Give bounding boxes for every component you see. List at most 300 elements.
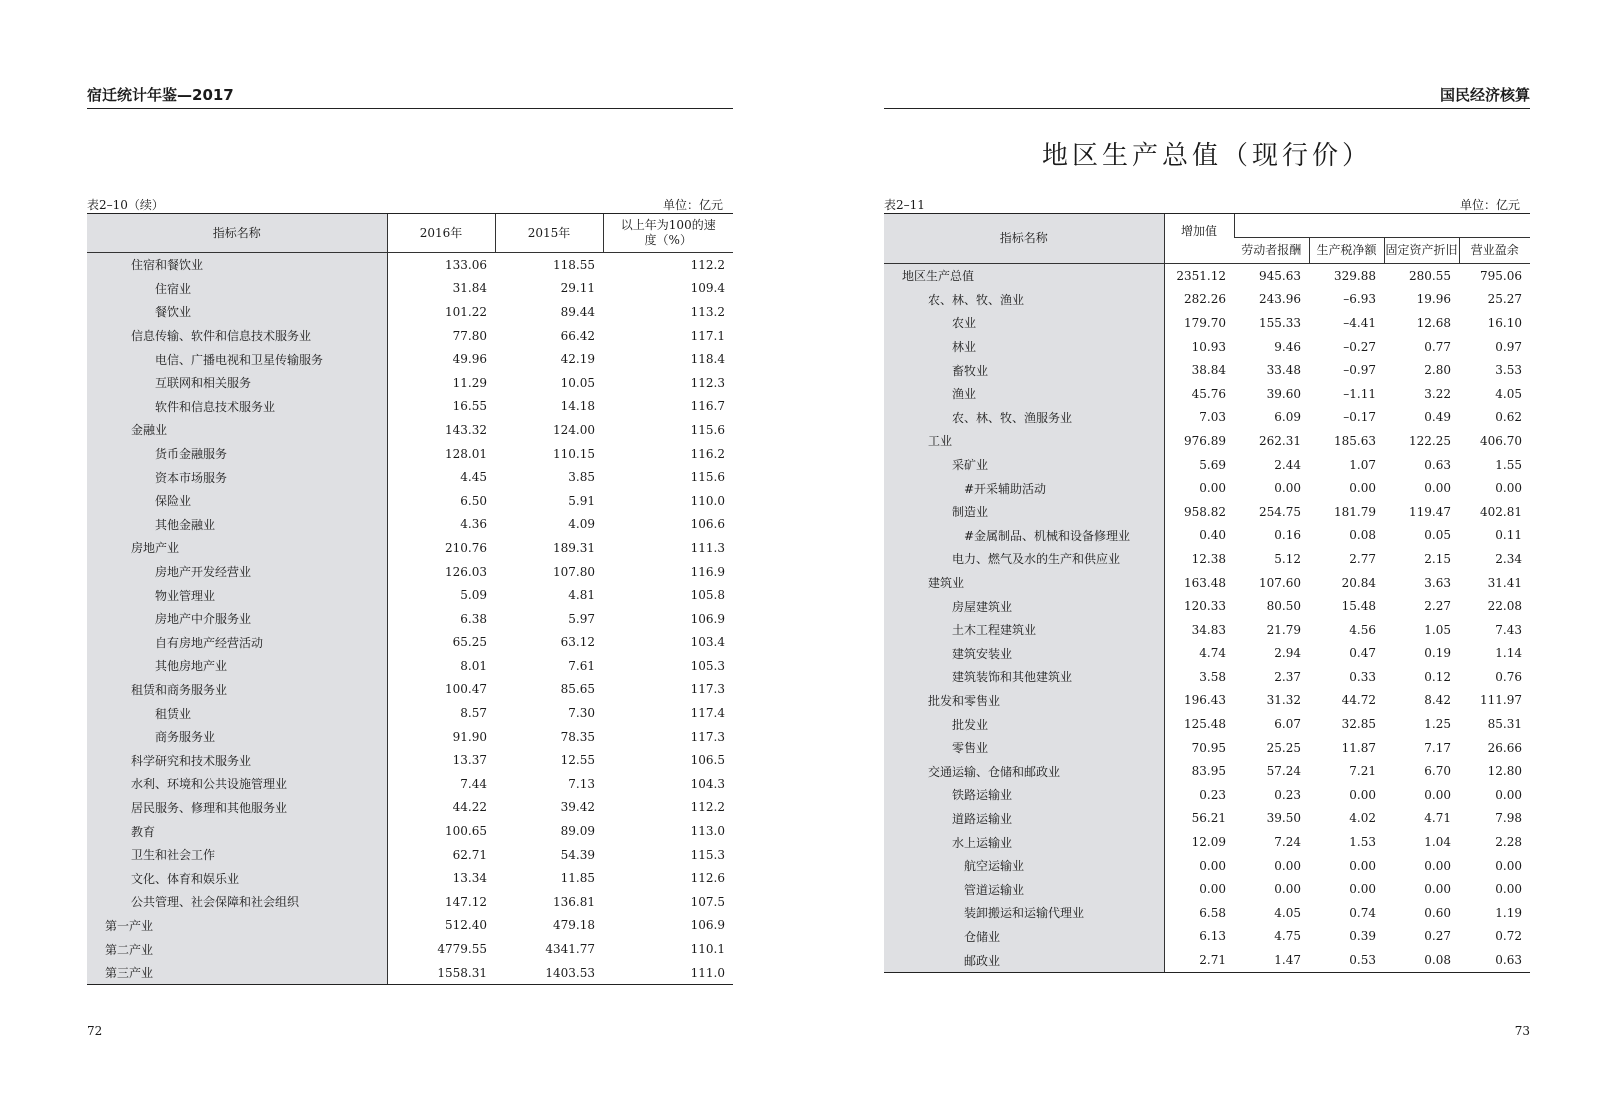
row-label: 工业: [884, 429, 1164, 453]
row-value: 2.34: [1495, 551, 1522, 566]
row-value: 116.9: [690, 564, 725, 579]
row-value: 0.63: [1424, 457, 1451, 472]
table-row: [884, 689, 1530, 713]
table-row: [884, 618, 1530, 642]
column-header-depreciation: 固定资产折旧: [1384, 238, 1459, 264]
row-value: 39.60: [1266, 386, 1301, 401]
row-value: 54.39: [560, 847, 595, 862]
row-value: 7.03: [1199, 410, 1226, 425]
row-value: 91.90: [452, 729, 487, 744]
row-value: 110.1: [690, 942, 725, 957]
row-label: 物业管理业: [87, 583, 387, 607]
row-value: 7.13: [568, 776, 595, 791]
table-row: [87, 937, 733, 961]
table-row: [87, 819, 733, 843]
row-value: 2.28: [1495, 835, 1522, 850]
table-row: [884, 759, 1530, 783]
table-row: [87, 560, 733, 584]
row-label: 铁路运输业: [884, 783, 1164, 807]
row-value: 4.56: [1349, 622, 1376, 637]
right-table-caption: [884, 196, 1530, 212]
table-row: [87, 914, 733, 938]
row-value: 31.41: [1487, 575, 1522, 590]
row-value: 125.48: [1184, 717, 1226, 732]
row-value: 117.3: [690, 729, 725, 744]
table-row: [87, 347, 733, 371]
row-value: 2.37: [1274, 669, 1301, 684]
row-value: 25.25: [1266, 740, 1301, 755]
table-row: [884, 854, 1530, 878]
row-label: 文化、体育和娱乐业: [87, 866, 387, 890]
row-value: 10.93: [1191, 339, 1226, 354]
table-row: [884, 642, 1530, 666]
row-value: 1.55: [1495, 457, 1522, 472]
table-unit: 单位：亿元: [1459, 198, 1520, 212]
row-value: 34.83: [1191, 622, 1226, 637]
column-header-2015: 2015年: [495, 214, 603, 253]
row-value: 21.79: [1266, 622, 1301, 637]
row-value: 66.42: [560, 328, 595, 343]
row-value: 945.63: [1259, 268, 1301, 283]
row-label: 建筑安装业: [884, 642, 1164, 666]
table-header-row: [884, 214, 1530, 238]
row-value: 6.13: [1199, 929, 1226, 944]
row-label: 公共管理、社会保障和社会组织: [87, 890, 387, 914]
row-value: 243.96: [1259, 292, 1301, 307]
table-row: [884, 547, 1530, 571]
row-label: 林业: [884, 335, 1164, 359]
chapter-title: 国民经济核算: [1439, 86, 1530, 104]
row-label: 软件和信息技术服务业: [87, 395, 387, 419]
row-value: 0.00: [1495, 481, 1522, 496]
row-label: 航空运输业: [884, 854, 1164, 878]
table-row: [87, 866, 733, 890]
row-value: 4.36: [460, 517, 487, 532]
table-row: [87, 607, 733, 631]
row-value: 117.4: [690, 706, 725, 721]
row-value: 4.81: [568, 588, 595, 603]
row-value: 0.00: [1495, 858, 1522, 873]
row-value: 126.03: [445, 564, 487, 579]
row-label: 卫生和社会工作: [87, 843, 387, 867]
row-value: 12.38: [1191, 551, 1226, 566]
page-number: 72: [87, 1024, 103, 1038]
row-value: –0.97: [1343, 363, 1376, 378]
row-value: 29.11: [560, 281, 595, 296]
row-value: 1403.53: [495, 961, 603, 985]
row-value: 0.11: [1495, 528, 1522, 543]
row-value: 57.24: [1266, 764, 1301, 779]
row-label: 农、林、牧、渔业: [884, 288, 1164, 312]
table-row: [884, 830, 1530, 854]
row-value: 120.33: [1184, 599, 1226, 614]
table-row: [87, 324, 733, 348]
row-value: 0.00: [1274, 882, 1301, 897]
row-label: 教育: [87, 819, 387, 843]
row-value: 38.84: [1191, 363, 1226, 378]
row-value: 8.57: [460, 706, 487, 721]
row-value: 4.09: [568, 517, 595, 532]
row-value: 105.3: [690, 658, 725, 673]
row-value: 512.40: [445, 918, 487, 933]
table-body: [87, 253, 733, 985]
table-row: [884, 594, 1530, 618]
row-value: 4.02: [1349, 811, 1376, 826]
row-value: –4.41: [1343, 315, 1376, 330]
row-value: 0.00: [1199, 882, 1226, 897]
row-label: 第一产业: [87, 914, 387, 938]
row-value: 1.19: [1495, 905, 1522, 920]
row-value: 0.08: [1349, 528, 1376, 543]
row-value: 958.82: [1184, 504, 1226, 519]
row-label: 电力、燃气及水的生产和供应业: [884, 547, 1164, 571]
row-value: 1.53: [1349, 835, 1376, 850]
row-value: 0.40: [1199, 528, 1226, 543]
table-row: [884, 783, 1530, 807]
table-row: [87, 277, 733, 301]
row-value: 31.32: [1266, 693, 1301, 708]
row-label: 租赁业: [87, 701, 387, 725]
row-value: 118.4: [690, 352, 725, 367]
row-value: 103.4: [690, 635, 725, 650]
row-label: 保险业: [87, 489, 387, 513]
row-value: 110.15: [553, 446, 595, 461]
row-value: 0.77: [1424, 339, 1451, 354]
row-value: 0.27: [1424, 929, 1451, 944]
row-value: 479.18: [553, 918, 595, 933]
table-row: [884, 453, 1530, 477]
row-value: 44.22: [452, 800, 487, 815]
row-value: 44.72: [1341, 693, 1376, 708]
row-label: 邮政业: [884, 948, 1164, 972]
table-row: [884, 925, 1530, 949]
row-label: 房地产业: [87, 536, 387, 560]
row-value: 0.39: [1349, 929, 1376, 944]
row-label: 房屋建筑业: [884, 594, 1164, 618]
row-value: 0.00: [1424, 787, 1451, 802]
row-value: 5.91: [568, 493, 595, 508]
column-header-group: [1234, 214, 1530, 238]
row-value: 42.19: [560, 352, 595, 367]
table-row: [87, 300, 733, 324]
row-value: 4.75: [1274, 929, 1301, 944]
row-label: 制造业: [884, 500, 1164, 524]
row-value: 7.30: [568, 706, 595, 721]
row-value: 33.48: [1266, 363, 1301, 378]
row-label: 仓储业: [884, 925, 1164, 949]
row-value: 0.00: [1424, 882, 1451, 897]
row-label: 其他金融业: [87, 513, 387, 537]
table-row: [884, 948, 1530, 972]
page-title: 地区生产总值（现行价）: [1041, 141, 1372, 171]
table-body: [884, 264, 1530, 973]
row-label: 金融业: [87, 418, 387, 442]
row-value: 63.12: [560, 635, 595, 650]
row-value: 1558.31: [387, 961, 495, 985]
row-value: 4.45: [460, 470, 487, 485]
row-label: 水利、环境和公共设施管理业: [87, 772, 387, 796]
row-label: 餐饮业: [87, 300, 387, 324]
row-value: 3.58: [1199, 669, 1226, 684]
row-value: 179.70: [1184, 315, 1226, 330]
row-label: 其他房地产业: [87, 654, 387, 678]
row-label: 科学研究和技术服务业: [87, 748, 387, 772]
table-row: [884, 476, 1530, 500]
row-value: 111.3: [690, 540, 725, 555]
row-value: 0.62: [1495, 410, 1522, 425]
row-value: 0.00: [1274, 858, 1301, 873]
table-row: [87, 725, 733, 749]
row-label: #开采辅助活动: [884, 476, 1164, 500]
row-label: 信息传输、软件和信息技术服务业: [87, 324, 387, 348]
row-value: 83.95: [1191, 764, 1226, 779]
table-row: [87, 748, 733, 772]
row-value: 6.09: [1274, 410, 1301, 425]
left-table-caption: [87, 196, 733, 212]
row-value: 16.55: [452, 399, 487, 414]
row-value: 105.8: [690, 588, 725, 603]
row-value: 116.7: [690, 399, 725, 414]
row-label: 电信、广播电视和卫星传输服务: [87, 347, 387, 371]
row-label: 零售业: [884, 736, 1164, 760]
yearbook-title: 宿迁统计年鉴—2017: [87, 86, 234, 104]
row-value: 254.75: [1259, 504, 1301, 519]
row-value: 5.12: [1274, 551, 1301, 566]
row-value: 49.96: [452, 352, 487, 367]
row-value: 0.00: [1349, 787, 1376, 802]
row-value: 109.4: [690, 281, 725, 296]
table-row: [884, 382, 1530, 406]
table-row: [884, 736, 1530, 760]
row-value: 110.0: [690, 493, 725, 508]
row-value: 136.81: [553, 894, 595, 909]
row-value: 128.01: [445, 446, 487, 461]
row-value: 12.55: [560, 753, 595, 768]
row-value: 26.66: [1487, 740, 1522, 755]
row-value: 0.00: [1349, 882, 1376, 897]
row-value: 100.65: [445, 824, 487, 839]
row-value: 89.44: [560, 304, 595, 319]
row-value: 2.71: [1164, 948, 1234, 972]
row-value: 7.21: [1349, 764, 1376, 779]
row-value: 111.97: [1480, 693, 1522, 708]
row-value: 111.0: [603, 961, 733, 985]
regional-gdp-table: [884, 213, 1530, 973]
row-value: 39.50: [1266, 811, 1301, 826]
row-label: 商务服务业: [87, 725, 387, 749]
column-header-net-production-tax: 生产税净额: [1309, 238, 1384, 264]
row-value: 189.31: [553, 540, 595, 555]
row-value: 795.06: [1480, 268, 1522, 283]
left-page: [87, 0, 733, 1099]
row-value: 2.27: [1424, 599, 1451, 614]
row-value: 4341.77: [545, 942, 595, 957]
row-value: 117.1: [690, 328, 725, 343]
row-label: 土木工程建筑业: [884, 618, 1164, 642]
column-header-2016: 2016年: [387, 214, 495, 253]
row-label: 批发业: [884, 712, 1164, 736]
row-value: 1.05: [1424, 622, 1451, 637]
row-value: 32.85: [1341, 717, 1376, 732]
table-row: [87, 371, 733, 395]
row-value: 7.44: [460, 776, 487, 791]
row-value: 3.85: [568, 470, 595, 485]
row-value: 80.50: [1266, 599, 1301, 614]
row-label: 农、林、牧、渔服务业: [884, 406, 1164, 430]
row-value: 112.2: [690, 800, 725, 815]
row-value: 119.47: [1409, 504, 1451, 519]
row-value: 107.5: [690, 894, 725, 909]
row-value: 1.07: [1349, 457, 1376, 472]
row-value: 2.94: [1274, 646, 1301, 661]
row-value: 19.96: [1416, 292, 1451, 307]
row-label: 交通运输、仓储和邮政业: [884, 759, 1164, 783]
row-value: 6.38: [460, 611, 487, 626]
page-number: 73: [1514, 1024, 1530, 1038]
table-row: [884, 288, 1530, 312]
row-value: 13.34: [452, 871, 487, 886]
row-value: 0.12: [1424, 669, 1451, 684]
table-row: [884, 807, 1530, 831]
row-label: 建筑装饰和其他建筑业: [884, 665, 1164, 689]
row-value: 133.06: [445, 257, 487, 272]
row-value: 112.2: [690, 257, 725, 272]
row-value: 181.79: [1334, 504, 1376, 519]
row-label: 住宿和餐饮业: [87, 253, 387, 277]
table-row: [87, 843, 733, 867]
column-header-operating-surplus: 营业盈余: [1459, 238, 1530, 264]
row-value: 0.00: [1495, 882, 1522, 897]
table-row: [884, 264, 1530, 288]
row-value: 0.00: [1274, 481, 1301, 496]
row-value: 115.3: [690, 847, 725, 862]
row-value: –6.93: [1343, 292, 1376, 307]
row-value: 65.25: [452, 635, 487, 650]
row-value: 118.55: [553, 257, 595, 272]
row-value: 11.85: [560, 871, 595, 886]
row-value: 122.25: [1409, 433, 1451, 448]
table-row: [884, 877, 1530, 901]
row-value: 7.17: [1424, 740, 1451, 755]
row-label: 管道运输业: [884, 877, 1164, 901]
table-row: [884, 571, 1530, 595]
row-value: 0.00: [1495, 787, 1522, 802]
row-value: 113.0: [690, 824, 725, 839]
table-header-row: [87, 214, 733, 253]
row-value: 6.07: [1274, 717, 1301, 732]
table-row: [87, 678, 733, 702]
row-value: 4.05: [1274, 905, 1301, 920]
row-value: 0.23: [1199, 787, 1226, 802]
row-value: 0.23: [1274, 787, 1301, 802]
row-value: 7.43: [1495, 622, 1522, 637]
row-label: 道路运输业: [884, 807, 1164, 831]
row-value: 0.00: [1199, 858, 1226, 873]
row-value: 6.50: [460, 493, 487, 508]
row-value: 8.42: [1424, 693, 1451, 708]
row-value: 117.3: [690, 682, 725, 697]
row-value: 6.70: [1424, 764, 1451, 779]
row-value: 116.2: [690, 446, 725, 461]
row-value: 0.00: [1424, 858, 1451, 873]
row-value: 406.70: [1480, 433, 1522, 448]
row-value: 0.47: [1349, 646, 1376, 661]
row-label: #金属制品、机械和设备修理业: [884, 524, 1164, 548]
row-value: 107.60: [1259, 575, 1301, 590]
table-unit: 单位：亿元: [662, 198, 723, 212]
row-label: 住宿业: [87, 277, 387, 301]
table-row: [87, 513, 733, 537]
row-value: 3.22: [1424, 386, 1451, 401]
row-label: 采矿业: [884, 453, 1164, 477]
row-value: 112.6: [690, 871, 725, 886]
row-value: 0.33: [1349, 669, 1376, 684]
row-value: 1.14: [1495, 646, 1522, 661]
row-value: 280.55: [1409, 268, 1451, 283]
row-value: 45.76: [1191, 386, 1226, 401]
row-value: 22.08: [1487, 599, 1522, 614]
row-value: 1.47: [1234, 948, 1309, 972]
row-label: 农业: [884, 311, 1164, 335]
table-number: 表2–10（续）: [87, 198, 164, 212]
row-value: 39.42: [560, 800, 595, 815]
table-row: [87, 631, 733, 655]
row-label: 租赁和商务服务业: [87, 678, 387, 702]
column-header-added-value: 增加值: [1164, 214, 1234, 264]
column-header-name: 指标名称: [87, 214, 387, 253]
row-value: 85.31: [1487, 717, 1522, 732]
row-value: 62.71: [452, 847, 487, 862]
row-value: 13.37: [452, 753, 487, 768]
row-value: 70.95: [1191, 740, 1226, 755]
table-row: [884, 429, 1530, 453]
row-value: 106.6: [690, 517, 725, 532]
row-value: 56.21: [1191, 811, 1226, 826]
row-value: 2.15: [1424, 551, 1451, 566]
column-header-name: 指标名称: [884, 214, 1164, 264]
row-value: 16.10: [1487, 315, 1522, 330]
row-value: 112.3: [690, 375, 725, 390]
row-value: 163.48: [1184, 575, 1226, 590]
row-value: 5.69: [1199, 457, 1226, 472]
row-label: 装卸搬运和运输代理业: [884, 901, 1164, 925]
row-value: 5.09: [460, 588, 487, 603]
row-value: 12.68: [1416, 315, 1451, 330]
row-label: 第三产业: [87, 961, 387, 985]
row-value: 9.46: [1274, 339, 1301, 354]
row-value: 2351.12: [1176, 268, 1226, 283]
row-label: 建筑业: [884, 571, 1164, 595]
table-row: [884, 500, 1530, 524]
gdp-by-industry-table-continued: [87, 213, 733, 985]
table-row: [87, 583, 733, 607]
column-header-growth: 以上年为100的速度（%）: [603, 214, 733, 253]
row-value: 210.76: [445, 540, 487, 555]
row-value: 107.80: [553, 564, 595, 579]
row-value: 2.44: [1274, 457, 1301, 472]
row-value: 0.76: [1495, 669, 1522, 684]
row-value: 106.9: [690, 611, 725, 626]
table-row: [87, 796, 733, 820]
row-label: 地区生产总值: [884, 264, 1164, 288]
right-running-head: [884, 84, 1530, 109]
row-value: 0.63: [1459, 948, 1530, 972]
row-value: 3.53: [1495, 363, 1522, 378]
row-value: –0.17: [1343, 410, 1376, 425]
row-value: 25.27: [1487, 292, 1522, 307]
row-value: 4.05: [1495, 386, 1522, 401]
row-value: 262.31: [1259, 433, 1301, 448]
